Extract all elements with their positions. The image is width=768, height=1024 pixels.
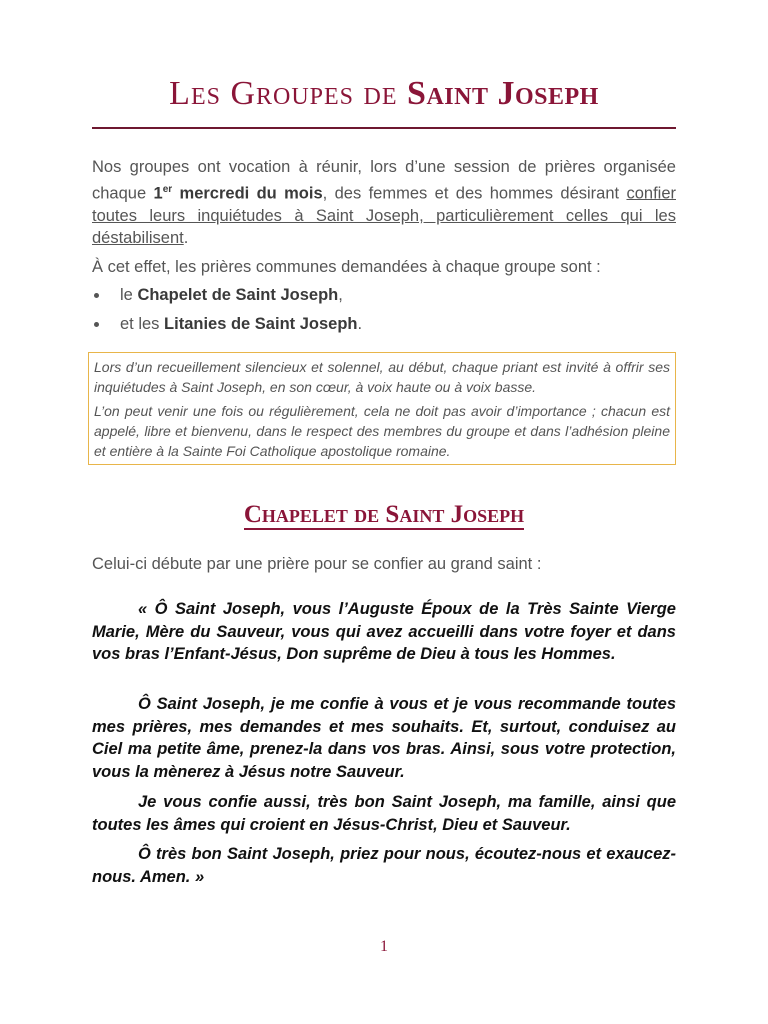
title-part-2: Saint Joseph [407, 75, 599, 112]
list-item-bold: Litanies de Saint Joseph [164, 315, 358, 333]
prayer-paragraph-3: Je vous confie aussi, très bon Saint Joseph, ma famille, ainsi que toutes les âmes qui croient en Jésus-Christ, Dieu et Sauveur. [92, 793, 676, 834]
title-divider [92, 127, 676, 129]
title-part-1: Les Groupes de [169, 75, 398, 112]
list-item-suffix: , [338, 286, 343, 304]
bullet-icon [94, 322, 99, 327]
intro-superscript: er [162, 183, 173, 195]
page-title [92, 74, 676, 114]
list-item [92, 313, 676, 342]
section-title [92, 499, 676, 531]
intro-bold-2: mercredi du mois [172, 184, 323, 202]
page-number: 1 [380, 938, 388, 955]
list-item [92, 284, 676, 313]
list-item-prefix: le [120, 286, 138, 304]
intro-bold-1: 1 [153, 184, 163, 202]
list-item-bold: Chapelet de Saint Joseph [137, 286, 339, 304]
prayer-paragraph-1: « Ô Saint Joseph, vous l’Auguste Époux de la Très Sainte Vierge Marie, Mère du Sauveur, vous qui avez accueilli dans votre foyer et dans vos bras l’Enfant-Jésus, Don suprême de Dieu à tous les Hommes. [92, 600, 676, 663]
list-item-suffix: . [357, 315, 363, 333]
intro-text-1: Nos groupes ont vocation à réunir, lors d’une session de prières organisée chaque [92, 158, 676, 202]
prayer-list [92, 284, 676, 342]
list-item-prefix: et les [120, 315, 165, 333]
note-box [88, 352, 676, 465]
bullet-icon [94, 293, 99, 298]
intro-underlined: confier toutes leurs inquiétudes à Saint Joseph, particulièrement celles qui les déstabilisent [92, 184, 676, 247]
prayer-paragraph-4: Ô très bon Saint Joseph, priez pour nous, écoutez-nous et exaucez-nous. Amen. » [92, 845, 676, 886]
effect-paragraph: À cet effet, les prières communes demandées à chaque groupe sont : [92, 258, 601, 276]
note-paragraph-2: L’on peut venir une fois ou régulièrement, cela ne doit pas avoir d’importance ; chacun est appelé, libre et bienvenu, dans le respect des membres du groupe et dans l’adhésion pleine et entière à la Sainte Foi Catholique apostolique romaine. [94, 403, 670, 459]
lead-paragraph: Celui-ci débute par une prière pour se confier au grand saint : [92, 555, 542, 573]
note-paragraph-1: Lors d’un recueillement silencieux et solennel, au début, chaque priant est invité à offrir ses inquiétudes à Saint Joseph, en son cœur, à voix haute ou à voix basse. [94, 359, 670, 395]
prayer-paragraph-2: Ô Saint Joseph, je me confie à vous et je vous recommande toutes mes prières, mes demandes et mes souhaits. Et, surtout, conduisez au Ciel ma petite âme, prenez-la dans vos bras. Ainsi, sous votre protection, vous la mènerez à Jésus notre Sauveur. [92, 695, 676, 781]
intro-paragraph [92, 156, 676, 250]
intro-text-2: , des femmes et des hommes désirant [322, 184, 627, 202]
intro-text-3: . [183, 229, 189, 247]
section-title-text: Chapelet de Saint Joseph [243, 501, 525, 528]
